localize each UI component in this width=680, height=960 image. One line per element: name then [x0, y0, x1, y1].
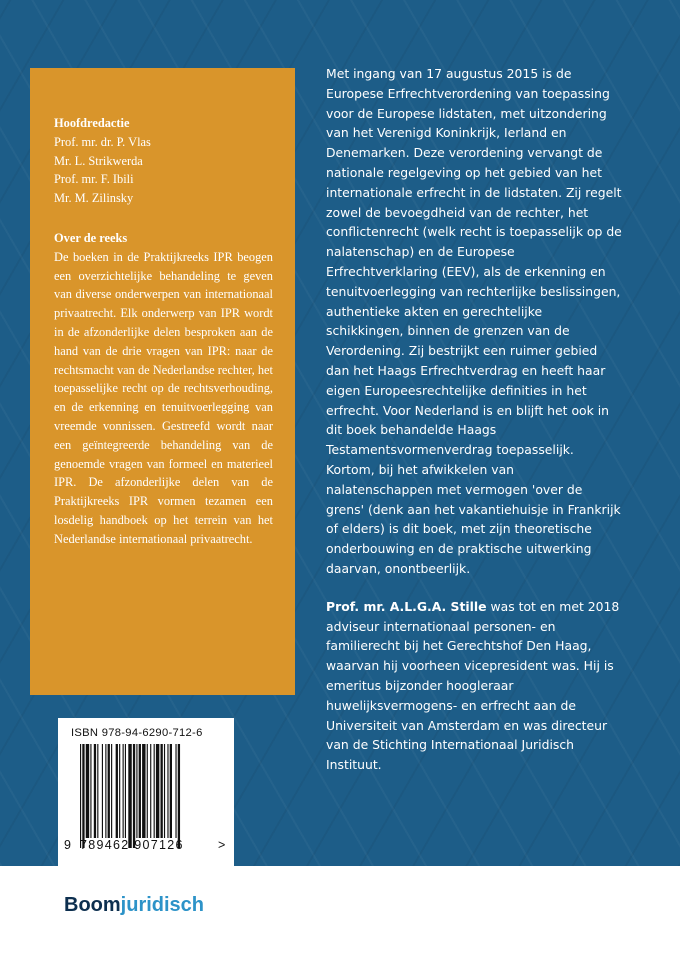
- barcode-bar: [139, 744, 141, 838]
- barcode-bar: [108, 744, 110, 838]
- barcode-bar: [86, 744, 89, 838]
- logo-boom: Boom: [64, 894, 121, 916]
- barcode-bar: [119, 744, 120, 838]
- barcode-bars: [80, 744, 214, 848]
- series-description: De boeken in de Praktijkreeks IPR beogen een overzichtelijke behandeling te geven van diverse onderwerpen van internationaal privaatrecht. Elk onderwerp van IPR wordt in de afzonderlijke delen besproken aan de hand van de drie vragen van IPR: naar de rechtsmacht van de Nederlandse rechter, het toepasselijke recht op de rechtsverhouding, en de erkenning en tenuitvoerlegging van vreemde vonnissen. Gestreefd wordt naar een geïntegreerde behandeling van de genoemde vragen van formeel en materieel IPR. De afzonderlijke delen van de Praktijkreeks IPR vormen tezamen een losdelig handboek op het terrein van het Nederlandse internationaal privaatrecht.: [54, 249, 273, 546]
- barcode-first-digit: 9: [64, 838, 71, 852]
- barcode-bar: [133, 744, 135, 848]
- barcode-bar: [97, 744, 98, 838]
- barcode-bar: [94, 744, 96, 838]
- barcode-bar: [128, 744, 131, 848]
- series-info-panel: [30, 68, 295, 695]
- logo-juridisch: juridisch: [120, 894, 205, 916]
- barcode-bar: [156, 744, 159, 838]
- editor-name: Mr. L. Strikwerda: [54, 153, 143, 168]
- series-heading: Over de reeks: [54, 230, 128, 245]
- barcode-bar: [150, 744, 151, 838]
- editor-list: [54, 133, 273, 208]
- barcode-bar: [161, 744, 163, 838]
- barcode-bar: [178, 744, 180, 848]
- barcode-bar: [125, 744, 126, 838]
- editorial-heading: Hoofdredactie: [54, 116, 130, 130]
- barcode-digits: 789462 907126: [80, 838, 184, 852]
- barcode-bar: [164, 744, 165, 838]
- barcode-bar: [142, 744, 145, 838]
- barcode-bar: [175, 744, 176, 838]
- barcode-arrow: >: [218, 838, 226, 852]
- barcode-bar: [105, 744, 106, 838]
- barcode: [58, 718, 234, 866]
- author-bio: was tot en met 2018 adviseur internationaal personen- en familierecht bij het Gerechtshof Den Haag, waarvan hij voorheen vicepresident was. Hij is emeritus bijzonder hoogleraar huwelijksvermogens- en erfrecht aan de Universiteit van Amsterdam en was directeur van de Stichting Internationaal Juridisch Instituut.: [326, 598, 620, 773]
- editor-name: Mr. M. Zilinsky: [54, 191, 134, 206]
- editor-name: Prof. mr. F. Ibili: [54, 172, 134, 187]
- barcode-bar: [147, 744, 148, 838]
- barcode-bar: [170, 744, 172, 838]
- barcode-bar: [167, 744, 168, 838]
- barcode-bar: [102, 744, 103, 838]
- barcode-bar: [80, 744, 81, 848]
- barcode-bar: [116, 744, 118, 838]
- editor-name: Prof. mr. dr. P. Vlas: [54, 134, 151, 149]
- barcode-bar: [90, 744, 91, 838]
- blurb: [326, 64, 622, 775]
- barcode-bar: [123, 744, 124, 838]
- barcode-bar: [136, 744, 137, 838]
- publisher-logo: [64, 894, 204, 917]
- author-name: Prof. mr. A.L.G.A. Stille: [326, 598, 487, 614]
- barcode-bar: [82, 744, 84, 848]
- isbn-label: ISBN 978-94-6290-712-6: [71, 727, 203, 739]
- barcode-bar: [111, 744, 112, 838]
- barcode-bar: [154, 744, 155, 838]
- author-paragraph: [326, 597, 622, 775]
- book-description: Met ingang van 17 augustus 2015 is de Europese Erfrechtverordening van toepassing voor de Europese lidstaten, met uitzondering van het Verenigd Koninkrijk, Ierland en Denemarken. Deze verordening vervangt de nationale regelgeving op het gebied van het internationale erfrecht in de lidstaten. Zij regelt zowel de bevoegdheid van de rechter, het conflictenrecht (welk recht is toepasselijk op de nalatenschap) en de Europese Erfrechtverklaring (EEV), als de erkenning en tenuitvoerlegging van rechterlijke beslissingen, authentieke akten en gerechtelijke schikkingen, binnen de grenzen van de Verordening. Zij bestrijkt een ruimer gebied dan het Haags Erfrechtverdrag en heeft haar eigen Europeesrechtelijke definities in het erfrecht. Voor Nederland is en blijft het ook in dit boek behandelde Haags Testamentsvormenverdrag toepasselijk. Kortom, bij het afwikkelen van nalatenschappen met vermogen 'over de grens' (denk aan het vakantiehuisje in Frankrijk of elders) is dit boek, met zijn theoretische onderbouwing en de praktische uitwerking daarvan, onontbeerlijk.: [326, 66, 622, 576]
